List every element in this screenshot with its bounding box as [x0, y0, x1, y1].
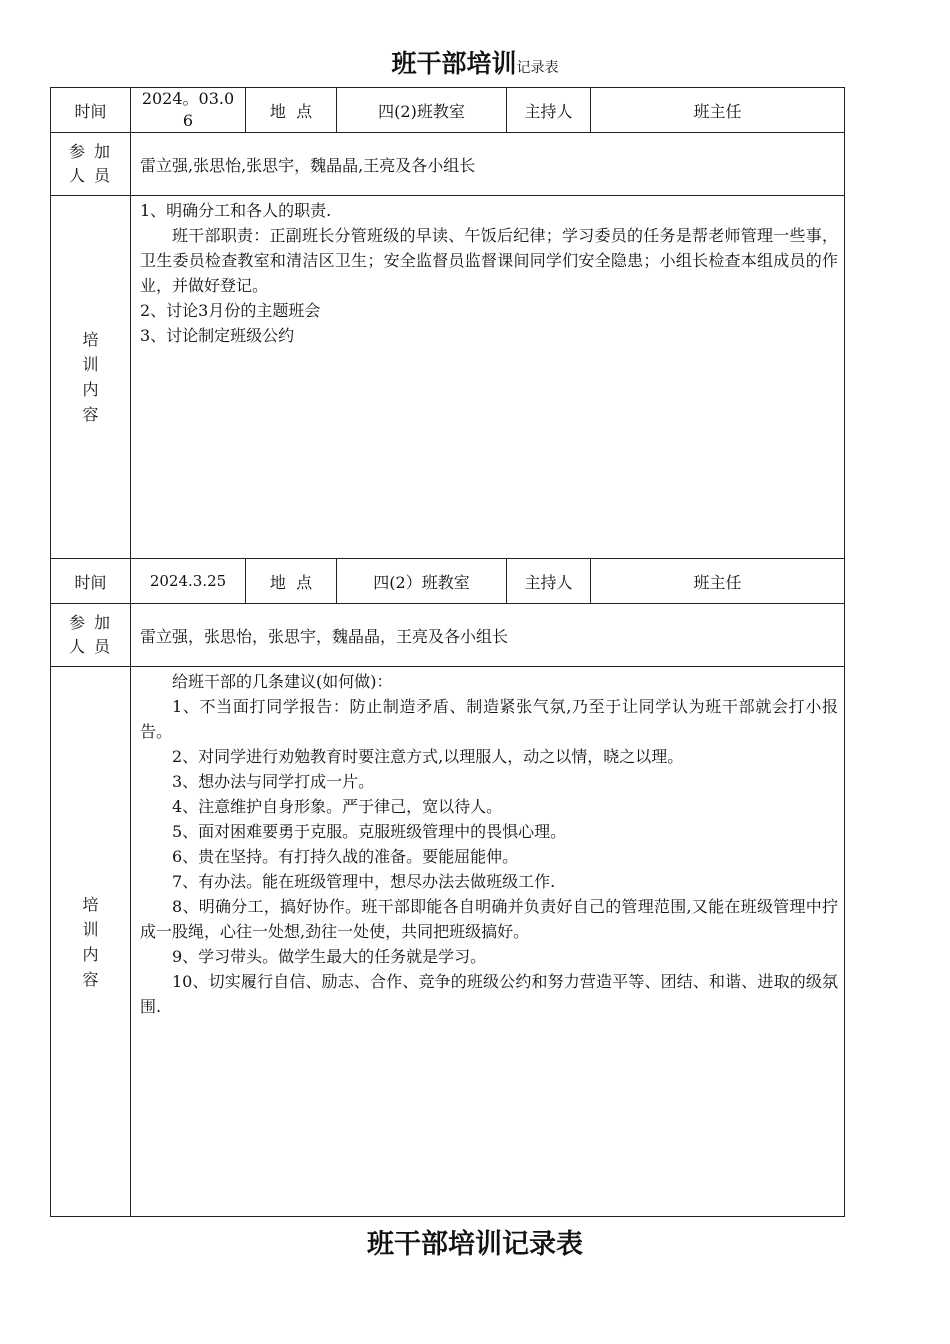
participants-label: 参 加 人 员 [51, 133, 131, 196]
session1-content [131, 196, 845, 559]
session1-host: 班主任 [591, 88, 845, 133]
time-label: 时间 [51, 559, 131, 604]
session2-host: 班主任 [591, 559, 845, 604]
content-line: 6、贵在坚持。有打持久战的准备。要能屈能伸。 [172, 847, 519, 866]
session1-participants-row [51, 133, 845, 196]
session2-header-row [51, 559, 845, 604]
content-line: 1、明确分工和各人的职责. [140, 201, 332, 220]
session2-participants: 雷立强，张思怡，张思宇，魏晶晶，王亮及各小组长 [131, 604, 845, 667]
page-title-main: 班干部培训 [391, 49, 517, 78]
content-line: 2、对同学进行劝勉教育时要注意方式,以理服人，动之以情，晓之以理。 [172, 747, 684, 766]
content-label: 培 训 内 容 [51, 196, 131, 559]
session1-place: 四(2)班教室 [337, 88, 507, 133]
host-label: 主持人 [507, 88, 591, 133]
content-line: 9、学习带头。做学生最大的任务就是学习。 [172, 947, 487, 966]
content-line: 班干部职责：正副班长分管班级的早读、午饭后纪律；学习委员的任务是帮老师管理一些事，卫生委员检查教室和清洁区卫生；安全监督员监督课间同学们安全隐患；小组长检查本组成员的作业，并做好登记。 [140, 226, 838, 295]
page-title [0, 44, 950, 80]
content-line: 8、明确分工，搞好协作。班干部即能各自明确并负责好自己的管理范围,又能在班级管理中拧成一股绳，心往一处想,劲往一处使，共同把班级搞好。 [140, 897, 838, 941]
session2-participants-row [51, 604, 845, 667]
session1-header-row [51, 88, 845, 133]
session2-content-row [51, 667, 845, 1217]
content-line: 3、想办法与同学打成一片。 [172, 772, 375, 791]
session2-content [131, 667, 845, 1217]
session1-participants: 雷立强,张思怡,张思宇，魏晶晶,王亮及各小组长 [131, 133, 845, 196]
place-label: 地 点 [246, 88, 337, 133]
content-line: 10、切实履行自信、励志、合作、竞争的班级公约和努力营造平等、团结、和谐、进取的级氛围. [140, 972, 838, 1016]
time-label: 时间 [51, 88, 131, 133]
participants-label: 参 加 人 员 [51, 604, 131, 667]
content-line: 3、讨论制定班级公约 [140, 326, 295, 345]
session1-time: 2024。03.06 [131, 88, 246, 133]
content-line: 4、注意维护自身形象。严于律己，宽以待人。 [172, 797, 503, 816]
host-label: 主持人 [507, 559, 591, 604]
content-line: 2、讨论3月份的主题班会 [140, 301, 321, 320]
place-label: 地 点 [246, 559, 337, 604]
content-line: 7、有办法。能在班级管理中，想尽办法去做班级工作. [172, 872, 556, 891]
content-line: 1、不当面打同学报告：防止制造矛盾、制造紧张气氛,乃至于让同学认为班干部就会打小报告。 [140, 697, 838, 741]
content-label: 培 训 内 容 [51, 667, 131, 1217]
content-line: 5、面对困难要勇于克服。克服班级管理中的畏惧心理。 [172, 822, 567, 841]
record-table [50, 87, 845, 1217]
session2-place: 四(2）班教室 [337, 559, 507, 604]
session2-time: 2024.3.25 [131, 559, 246, 604]
page-title-suffix: 记录表 [516, 60, 559, 76]
footer-title: 班干部培训记录表 [367, 1229, 583, 1260]
content-line: 给班干部的几条建议(如何做)： [172, 672, 393, 691]
session1-content-row [51, 196, 845, 559]
